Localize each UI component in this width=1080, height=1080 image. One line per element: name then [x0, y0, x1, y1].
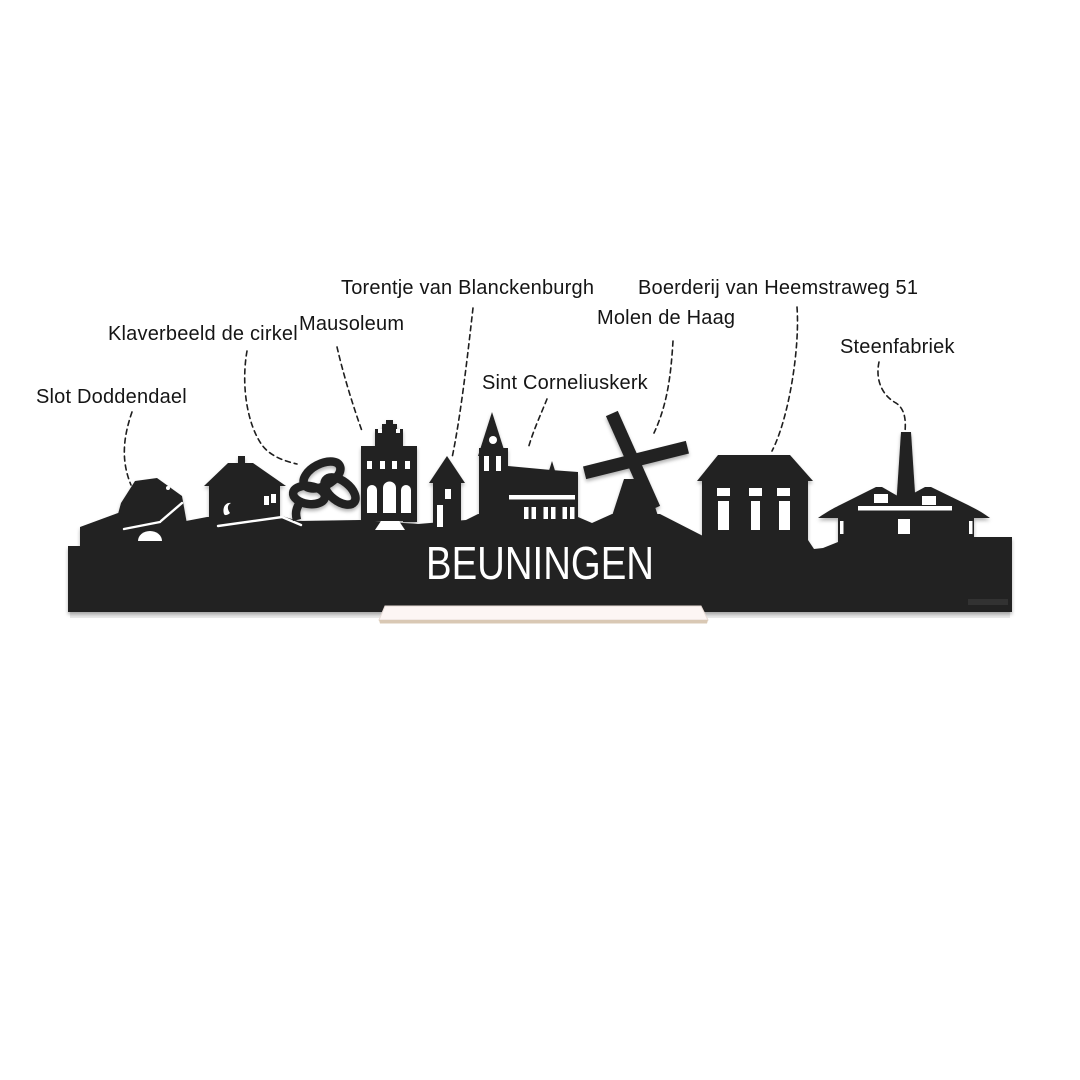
city-title: BEUNINGEN [426, 537, 654, 589]
label-klaverbeeld-de-cirkel: Klaverbeeld de cirkel [108, 323, 298, 345]
leader-line-molen-de-haag [654, 341, 673, 433]
leader-line-klaverbeeld-de-cirkel [245, 351, 297, 464]
boerderij-van-heemstraweg-51-silhouette [697, 455, 813, 541]
leader-line-mausoleum [337, 347, 362, 431]
label-mausoleum: Mausoleum [299, 313, 405, 335]
leader-line-sint-corneliuskerk [528, 399, 547, 449]
stand [379, 606, 708, 624]
mausoleum-silhouette [361, 420, 417, 530]
label-boerderij-van-heemstraweg-51: Boerderij van Heemstraweg 51 [638, 277, 919, 299]
leader-line-boerderij-van-heemstraweg-51 [772, 307, 797, 451]
stand-top-face [379, 606, 708, 620]
torentje-van-blanckenburgh-silhouette [429, 456, 465, 528]
steenfabriek-silhouette [818, 432, 990, 612]
silhouette-piece [68, 411, 1012, 612]
farm-house-silhouette [204, 456, 301, 526]
label-molen-de-haag: Molen de Haag [597, 307, 736, 329]
leader-line-steenfabriek [878, 362, 905, 432]
sint-corneliuskerk-silhouette [478, 412, 578, 520]
label-slot-doddendael: Slot Doddendael [36, 386, 187, 408]
label-steenfabriek: Steenfabriek [840, 336, 955, 358]
klaverbeeld-de-cirkel-silhouette [292, 456, 360, 520]
engraved-brand-mark [968, 599, 1008, 605]
label-sint-corneliuskerk: Sint Corneliuskerk [482, 372, 648, 394]
stand-edge [379, 620, 708, 624]
label-torentje-van-blanckenburgh: Torentje van Blanckenburgh [341, 277, 595, 299]
leader-line-torentje-van-blanckenburgh [452, 308, 473, 458]
leader-line-slot-doddendael [124, 412, 132, 485]
